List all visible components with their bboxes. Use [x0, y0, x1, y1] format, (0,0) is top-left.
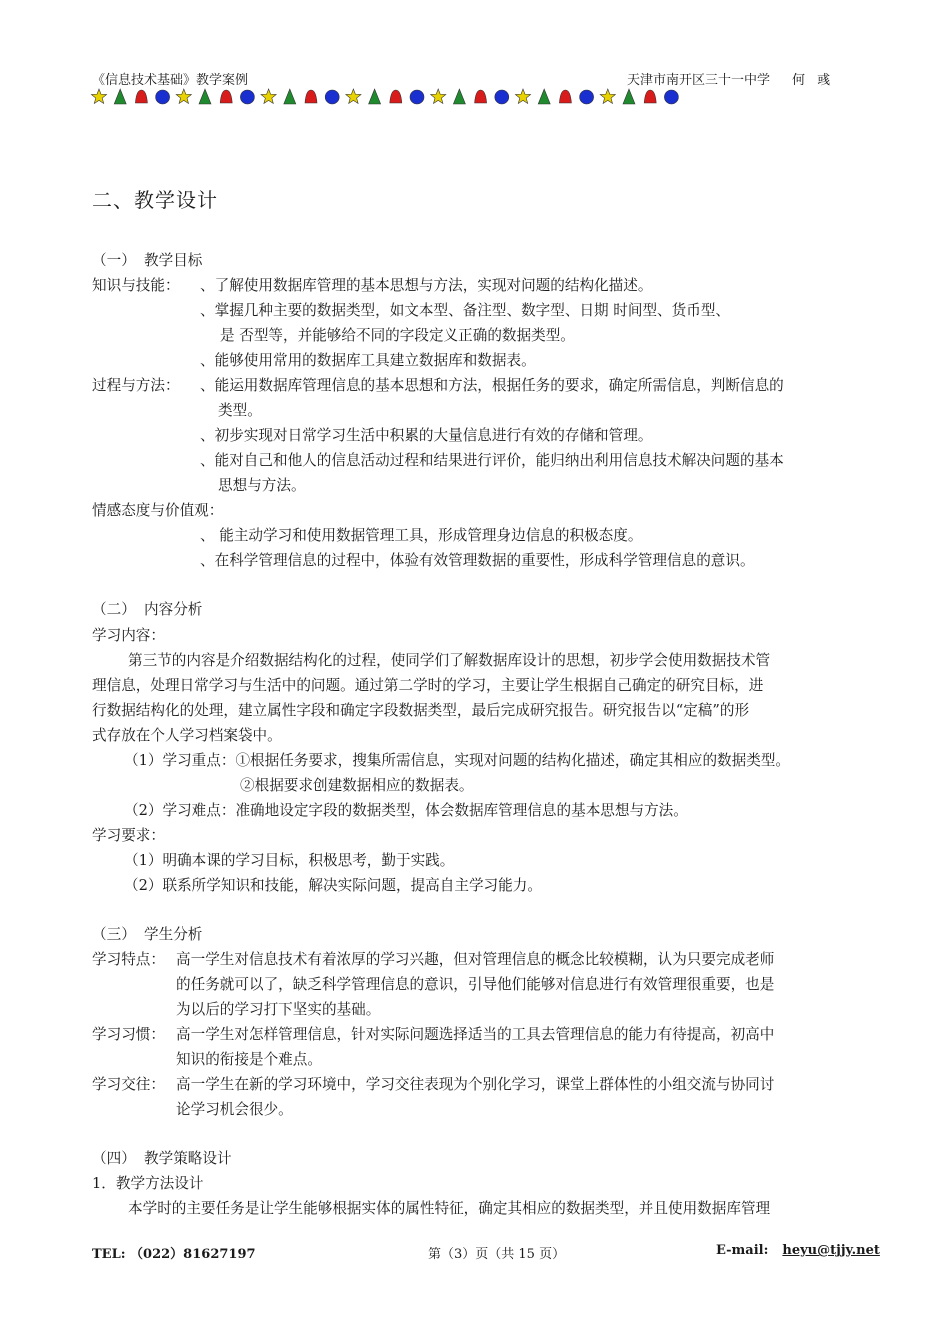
section-title: 内容分析	[144, 601, 203, 618]
paragraph-line: 是 否型等，并能够给不同的字段定义正确的数据类型。	[220, 327, 575, 344]
star-icon	[515, 89, 530, 103]
footer-email	[716, 1243, 880, 1258]
paragraph-line: 、能够使用常用的数据库工具建立数据库和数据表。	[200, 352, 536, 369]
paragraph-line: 式存放在个人学习档案袋中。	[92, 727, 282, 744]
bell-icon	[644, 90, 656, 103]
paragraph-line: 类型。	[218, 402, 262, 419]
section-heading-strategy	[92, 1149, 232, 1169]
section-title: 教学目标	[144, 252, 203, 269]
ball-icon	[580, 90, 594, 104]
paragraph-line: 、能运用数据库管理信息的基本思想和方法，根据任务的要求，确定所需信息，判断信息的	[200, 377, 784, 394]
paragraph-line: （1）学习重点：①根据任务要求，搜集所需信息，实现对问题的结构化描述，确定其相应的数据类型。	[124, 752, 791, 769]
bell-icon	[220, 90, 232, 103]
paragraph-line: 学习习惯：	[92, 1026, 165, 1043]
paragraph-line: 学习内容：	[92, 627, 165, 644]
paragraph-line: 知识的衔接是个难点。	[176, 1051, 322, 1068]
star-icon	[261, 89, 276, 103]
paragraph-line: 、初步实现对日常学习生活中积累的大量信息进行有效的存储和管理。	[200, 427, 653, 444]
ball-icon	[325, 90, 339, 104]
paragraph-line: 、了解使用数据库管理的基本思想与方法，实现对问题的结构化描述。	[200, 277, 653, 294]
star-icon	[176, 89, 191, 103]
paragraph-line: 为以后的学习打下坚实的基础。	[176, 1001, 381, 1018]
paragraph-line: 、在科学管理信息的过程中，体验有效管理数据的重要性，形成科学管理信息的意识。	[200, 552, 755, 569]
tree-icon	[284, 89, 296, 104]
tree-icon	[199, 89, 211, 104]
paragraph-line: 情感态度与价值观：	[92, 502, 224, 519]
bell-icon	[305, 90, 317, 103]
paragraph-line: 高一学生对怎样管理信息，针对实际问题选择适当的工具去管理信息的能力有待提高，初高中	[176, 1026, 775, 1043]
star-icon	[431, 89, 446, 103]
section-number: （二）	[92, 601, 136, 618]
paragraph-line: ②根据要求创建数据相应的数据表。	[240, 777, 474, 794]
header-author: 何 彧	[792, 73, 835, 88]
tree-icon	[453, 89, 465, 104]
bell-icon	[390, 90, 402, 103]
section-heading-content	[92, 600, 202, 620]
section-number: （三）	[92, 926, 136, 943]
paragraph-line: 理信息，处理日常学习与生活中的问题。通过第二学时的学习，主要让学生根据自己确定的研究目标，进	[92, 677, 764, 694]
ball-icon	[410, 90, 424, 104]
paragraph-line: 、 能主动学习和使用数据管理工具，形成管理身边信息的积极态度。	[200, 527, 643, 544]
star-icon	[346, 89, 361, 103]
ball-icon	[495, 90, 509, 104]
paragraph-line: 、能对自己和他人的信息活动过程和结果进行评价，能归纳出利用信息技术解决问题的基本	[200, 452, 784, 469]
ball-icon	[156, 90, 170, 104]
tree-icon	[369, 89, 381, 104]
paragraph-line: 学习交往：	[92, 1076, 165, 1093]
bell-icon	[559, 90, 571, 103]
paragraph-line: （1）明确本课的学习目标，积极思考，勤于实践。	[124, 852, 455, 869]
paragraph-line: 本学时的主要任务是让学生能够根据实体的属性特征，确定其相应的数据类型，并且使用数据库管理	[128, 1200, 771, 1217]
paragraph-line: 过程与方法：	[92, 377, 180, 394]
footer-email-label: E-mail:	[716, 1243, 769, 1258]
email-link[interactable]: heyu@tjjy.net	[782, 1243, 880, 1258]
header-school: 天津市南开区三十一中学	[627, 73, 771, 88]
section-title: 教学策略设计	[144, 1150, 232, 1167]
paragraph-line: 第三节的内容是介绍数据结构化的过程，使同学们了解数据库设计的思想，初步学会使用数据技术管	[128, 652, 771, 669]
section-title: 学生分析	[144, 926, 203, 943]
tree-icon	[623, 89, 635, 104]
paragraph-line: 学习要求：	[92, 827, 165, 844]
bell-icon	[135, 90, 147, 103]
paragraph-line: （2）联系所学知识和技能，解决实际问题，提高自主学习能力。	[124, 877, 542, 894]
ball-icon	[240, 90, 254, 104]
section-number: （一）	[92, 252, 136, 269]
decorative-border	[90, 86, 870, 108]
paragraph-line: 学习特点：	[92, 951, 165, 968]
paragraph-line: 思想与方法。	[218, 477, 306, 494]
paragraph-line: 、掌握几种主要的数据类型，如文本型、备注型、数字型、日期 时间型、货币型、	[200, 302, 731, 319]
paragraph-line: 的任务就可以了，缺乏科学管理信息的意识，引导他们能够对信息进行有效管理很重要，也是	[176, 976, 775, 993]
paragraph-line: 论学习机会很少。	[176, 1101, 293, 1118]
paragraph-line: 高一学生对信息技术有着浓厚的学习兴趣，但对管理信息的概念比较模糊，认为只要完成老师	[176, 951, 775, 968]
tree-icon	[114, 89, 126, 104]
star-icon	[600, 89, 615, 103]
header-book-title: 《信息技术基础》教学案例	[92, 73, 249, 88]
bell-icon	[475, 90, 487, 103]
paragraph-line: （2）学习难点：准确地设定字段的数据类型，体会数据库管理信息的基本思想与方法。	[124, 802, 688, 819]
paragraph-line: 行数据结构化的处理，建立属性字段和确定字段数据类型，最后完成研究报告。研究报告以“定稿”的形	[92, 702, 750, 719]
section-number: （四）	[92, 1150, 136, 1167]
ball-icon	[664, 90, 678, 104]
section-heading-goals	[92, 251, 202, 271]
footer-page-number: 第（3）页（共 15 页）	[428, 1247, 566, 1262]
paragraph-line: 高一学生在新的学习环境中，学习交往表现为个别化学习，课堂上群体性的小组交流与协同讨	[176, 1076, 775, 1093]
footer-tel: TEL: （022）81627197	[92, 1247, 256, 1262]
star-icon	[91, 89, 106, 103]
page-heading: 二、教学设计	[92, 188, 218, 212]
paragraph-line: 知识与技能：	[92, 277, 180, 294]
section-heading-students	[92, 925, 202, 945]
subheading-line: 1．教学方法设计	[92, 1175, 204, 1192]
tree-icon	[538, 89, 550, 104]
